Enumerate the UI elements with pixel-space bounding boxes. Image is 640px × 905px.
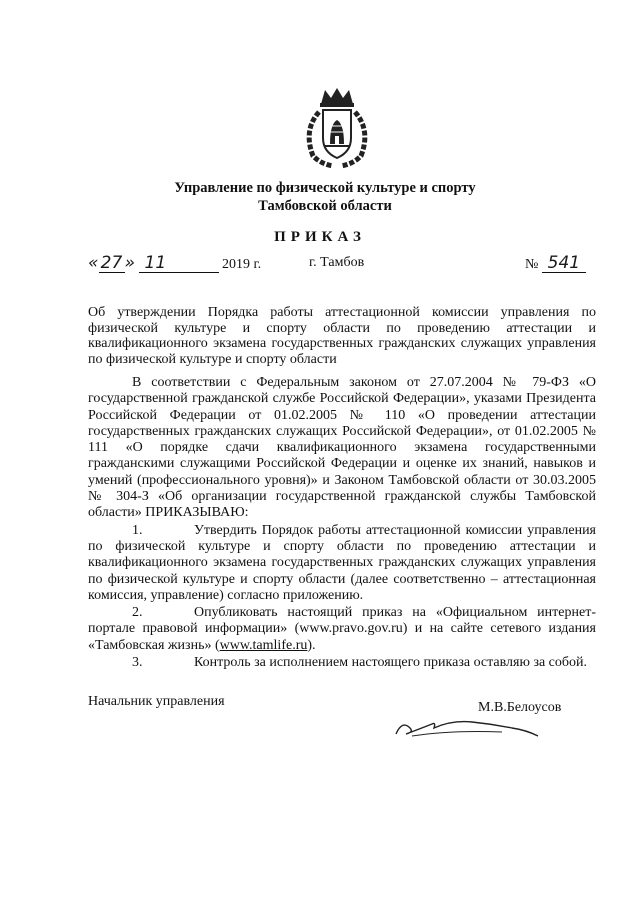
number-sign: № <box>525 257 539 272</box>
signer-position: Начальник управления <box>88 694 225 709</box>
date-day: 27 <box>99 254 125 273</box>
item-number: 2. <box>132 605 143 621</box>
item-text-before-link: Опубликовать настоящий приказ на «Официальном интернет-портале правовой информации» (www.pravo.gov.ru) и на сайте сетевого издания «Тамбовская жизнь» ( <box>88 605 596 653</box>
signer-name: М.В.Белоусов <box>478 700 562 715</box>
list-item <box>88 523 596 604</box>
order-body <box>88 375 596 671</box>
date-quote-close: » <box>124 253 135 273</box>
item-text: Утвердить Порядок работы аттестационной комиссии управления по физической культуре и спорту области по проведению аттестации и квалификационного экзамена государственных гражданских служащих управления по физической культуре и спорту области (далее соответственно – аттестационная комиссия, управление) согласно приложению. <box>88 522 596 603</box>
item-text: Контроль за исполнением настоящего приказа оставляю за собой. <box>194 655 588 671</box>
organization-region: Тамбовской области <box>258 198 392 214</box>
preamble-paragraph: В соответствии с Федеральным законом от 27.07.2004 № 79-ФЗ «О государственной гражданской службе Российской Федерации», указами Президента Российской Федерации от 01.02.2005 № 110 «О проведении аттестации государственных гражданских служащих Российской Федерации», от 01.02.2005 № 111 «О порядке сдачи квалификационного экзамена государственными гражданскими служащими Российской Федерации и оценке их знаний, навыков и умений (профессионального уровня)» и Законом Тамбовской области от 30.03.2005 № 304-З «Об организации государственной гражданской службы Тамбовской области» ПРИКАЗЫВАЮ: <box>88 375 596 521</box>
handwritten-signature-icon <box>392 710 542 742</box>
number-value: 541 <box>542 254 586 273</box>
item-number: 1. <box>132 522 143 538</box>
item-text-after-link: ). <box>307 637 316 653</box>
date-quote-open: « <box>88 253 99 273</box>
coat-of-arms-icon <box>297 86 377 168</box>
order-city: г. Тамбов <box>309 255 365 270</box>
tamlife-link[interactable]: www.tamlife.ru <box>219 637 308 653</box>
document-type-title: ПРИКАЗ <box>274 229 366 245</box>
date-month: 11 <box>139 254 219 273</box>
order-date <box>88 254 261 274</box>
item-number: 3. <box>132 655 143 671</box>
date-year: 2019 г. <box>222 257 262 272</box>
list-item <box>88 655 596 671</box>
order-subject: Об утверждении Порядка работы аттестационной комиссии управления по физической культуре и спорту области по проведению аттестации и квалификационного экзамена государственных гражданских служащих управления по физической культуре и спорту области <box>88 305 596 367</box>
list-item <box>88 605 596 654</box>
order-number <box>525 254 586 274</box>
organization-name: Управление по физической культуре и спорту <box>174 180 476 196</box>
